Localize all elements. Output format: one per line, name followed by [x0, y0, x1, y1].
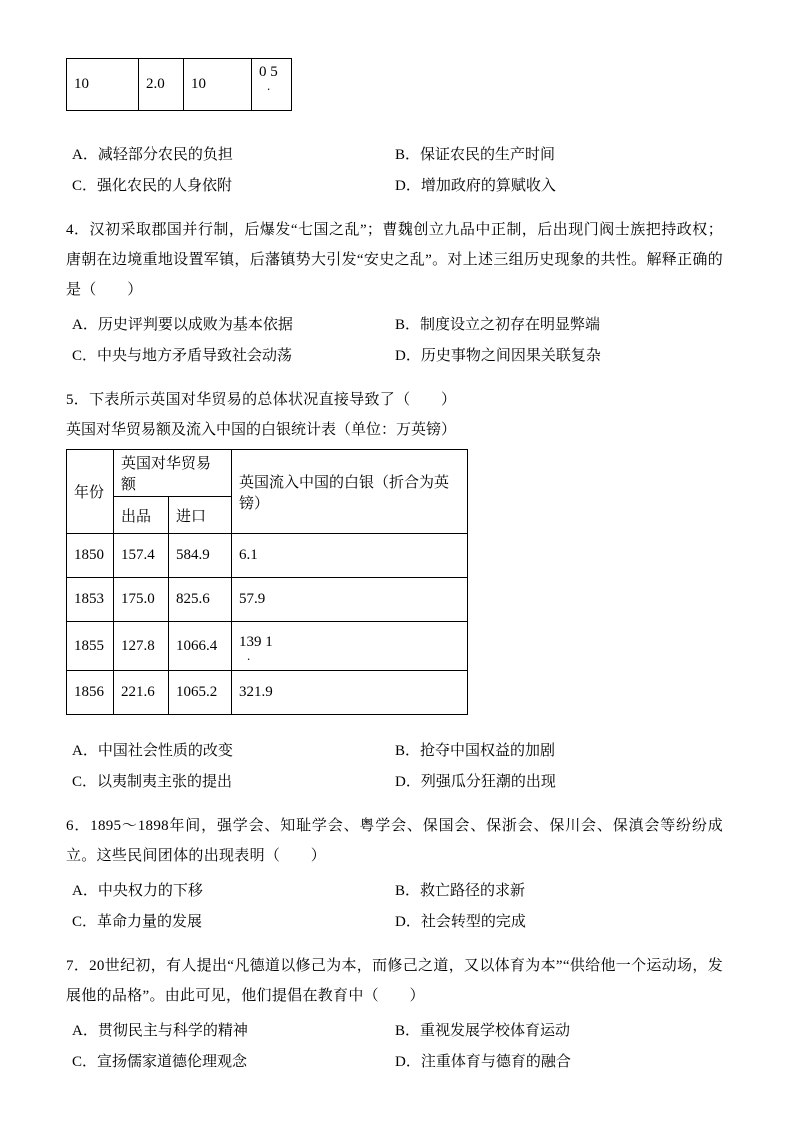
question4-text: 4．汉初采取郡国并行制，后爆发“七国之乱”；曹魏创立九品中正制，后出现门阀士族把持政权；唐朝在边境重地设置军镇，后藩镇势大引发“安史之乱”。对上述三组历史现象的共性。解释正确的是（ ） [66, 222, 723, 298]
cell-export: 127.8 [114, 622, 169, 671]
cell-silver: 57.9 [232, 578, 468, 622]
cell-import: 584.9 [169, 534, 232, 578]
question6-options [65, 881, 727, 933]
question5-text: 5．下表所示英国对华贸易的总体状况直接导致了（ ） [66, 392, 457, 408]
score-table [66, 58, 292, 111]
q3-option-b: B．保证农民的生产时间 [395, 147, 556, 163]
q3-option-a: A．减轻部分农民的负担 [72, 147, 233, 163]
option-row [72, 772, 727, 793]
option-row [72, 1021, 727, 1042]
cell-export: 175.0 [114, 578, 169, 622]
cell-silver-line1: 139 1 [239, 633, 273, 650]
header-year: 年份 [67, 450, 114, 534]
cell-year: 1855 [67, 622, 114, 671]
q6-option-d: D．社会转型的完成 [395, 914, 526, 930]
cell-year: 1853 [67, 578, 114, 622]
cell-export: 221.6 [114, 671, 169, 715]
option-row [72, 315, 727, 336]
cell-silver: 6.1 [232, 534, 468, 578]
option-row [72, 145, 727, 166]
table-row-1855 [67, 622, 468, 671]
score-cell-1: 10 [67, 59, 139, 111]
trade-table-caption: 英国对华贸易额及流入中国的白银统计表（单位：万英镑） [66, 422, 457, 438]
header-import: 进口 [169, 497, 232, 534]
q3-option-d: D．增加政府的算赋收入 [395, 178, 556, 194]
q5-option-d: D．列强瓜分狂潮的出现 [395, 774, 556, 790]
trade-table [66, 449, 468, 715]
table-row-1850 [67, 534, 468, 578]
q5-option-c: C．以夷制夷主张的提出 [72, 774, 233, 790]
cell-import: 1066.4 [169, 622, 232, 671]
q7-option-d: D．注重体育与德育的融合 [395, 1054, 571, 1070]
score-table-row [67, 59, 292, 111]
cell-silver: 321.9 [232, 671, 468, 715]
header-trade-amount: 英国对华贸易额 [114, 450, 232, 497]
q7-option-a: A．贯彻民主与科学的精神 [72, 1023, 248, 1039]
q7-option-b: B．重视发展学校体育运动 [395, 1023, 571, 1039]
cell-import: 1065.2 [169, 671, 232, 715]
q3-option-c: C．强化农民的人身依附 [72, 178, 233, 194]
score-cell-4 [252, 59, 292, 111]
option-row [72, 176, 727, 197]
option-row [72, 1052, 727, 1073]
q6-option-a: A．中央权力的下移 [72, 883, 203, 899]
q7-option-c: C．宣扬儒家道德伦理观念 [72, 1054, 248, 1070]
option-row [72, 881, 727, 902]
cell-export: 157.4 [114, 534, 169, 578]
cell-silver-dot: . [247, 647, 251, 663]
cell-year: 1850 [67, 534, 114, 578]
table-row-1856 [67, 671, 468, 715]
q4-option-a: A．历史评判要以成败为基本依据 [72, 317, 293, 333]
q4-option-d: D．历史事物之间因果关联复杂 [395, 348, 601, 364]
table-row-1853 [67, 578, 468, 622]
score-cell-4-line1: 0 5 [259, 64, 278, 80]
q4-option-c: C．中央与地方矛盾导致社会动荡 [72, 348, 293, 364]
trade-table-header-row-1 [67, 450, 468, 497]
question7-text: 7．20世纪初，有人提出“凡德道以修己为本，而修己之道，又以体育为本”“供给他一个运动场，发展他的品格”。由此可见，他们提倡在教育中（ ） [66, 958, 723, 1004]
cell-import: 825.6 [169, 578, 232, 622]
score-cell-3: 10 [184, 59, 252, 111]
score-cell-4-dot: . [267, 78, 271, 93]
question6-text: 6．1895～1898年间，强学会、知耻学会、粤学会、保国会、保浙会、保川会、保滇会等纷纷成立。这些民间团体的出现表明（ ） [66, 818, 723, 864]
option-row [72, 912, 727, 933]
q6-option-b: B．救亡路径的求新 [395, 883, 526, 899]
option-row [72, 346, 727, 367]
q5-option-b: B．抢夺中国权益的加剧 [395, 743, 556, 759]
header-export: 出品 [114, 497, 169, 534]
q6-option-c: C．革命力量的发展 [72, 914, 203, 930]
question4-options [65, 315, 727, 367]
header-silver: 英国流入中国的白银（折合为英镑） [232, 450, 468, 534]
option-row [72, 741, 727, 762]
question5-options [65, 741, 727, 793]
question3-options [65, 145, 727, 197]
q4-option-b: B．制度设立之初存在明显弊端 [395, 317, 601, 333]
question7-options [65, 1021, 727, 1073]
cell-silver [232, 622, 468, 671]
cell-year: 1856 [67, 671, 114, 715]
score-cell-2: 2.0 [139, 59, 184, 111]
q5-option-a: A．中国社会性质的改变 [72, 743, 233, 759]
